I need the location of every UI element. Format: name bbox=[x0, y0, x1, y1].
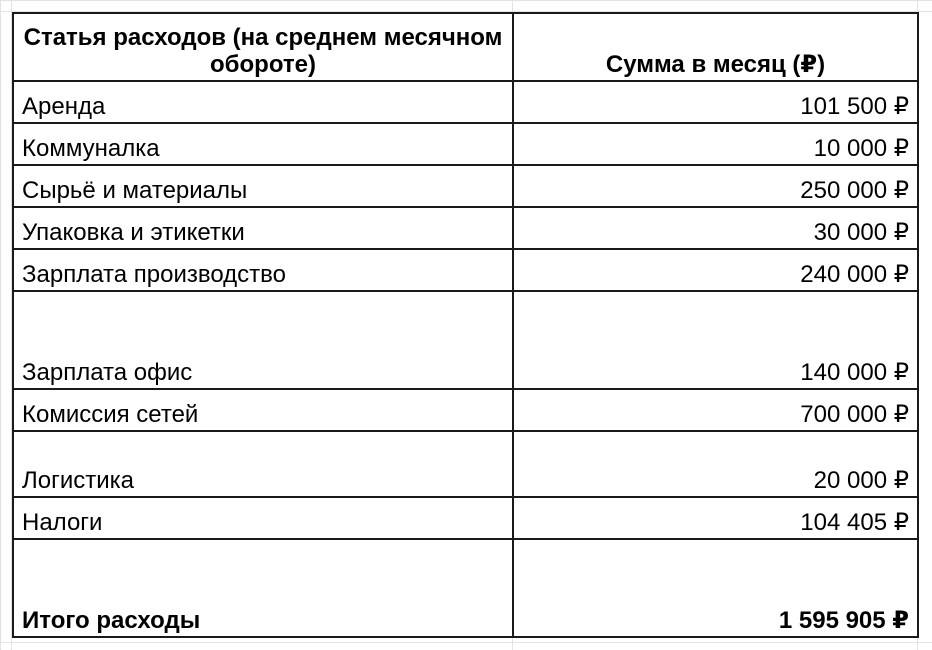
label-cell[interactable]: Логистика bbox=[13, 431, 513, 497]
header-row bbox=[13, 13, 918, 81]
table-row bbox=[13, 249, 918, 291]
total-row bbox=[13, 539, 918, 637]
amount-cell[interactable]: 101 500 ₽ bbox=[513, 81, 918, 123]
header-amount-cell[interactable]: Сумма в месяц (₽) bbox=[513, 13, 918, 81]
amount-cell[interactable]: 20 000 ₽ bbox=[513, 431, 918, 497]
table-row bbox=[13, 291, 918, 389]
amount-cell[interactable]: 30 000 ₽ bbox=[513, 207, 918, 249]
table-row bbox=[13, 431, 918, 497]
label-cell[interactable]: Зарплата офис bbox=[13, 291, 513, 389]
table-row bbox=[13, 389, 918, 431]
total-amount-cell[interactable]: 1 595 905 ₽ bbox=[513, 539, 918, 637]
label-cell[interactable]: Аренда bbox=[13, 81, 513, 123]
amount-cell[interactable]: 140 000 ₽ bbox=[513, 291, 918, 389]
table-row bbox=[13, 165, 918, 207]
amount-cell[interactable]: 700 000 ₽ bbox=[513, 389, 918, 431]
amount-cell[interactable]: 240 000 ₽ bbox=[513, 249, 918, 291]
table-row bbox=[13, 81, 918, 123]
table-row bbox=[13, 123, 918, 165]
amount-cell[interactable]: 10 000 ₽ bbox=[513, 123, 918, 165]
label-cell[interactable]: Зарплата производство bbox=[13, 249, 513, 291]
label-cell[interactable]: Упаковка и этикетки bbox=[13, 207, 513, 249]
label-cell[interactable]: Налоги bbox=[13, 497, 513, 539]
amount-cell[interactable]: 250 000 ₽ bbox=[513, 165, 918, 207]
expenses-table bbox=[12, 12, 919, 638]
label-cell[interactable]: Комиссия сетей bbox=[13, 389, 513, 431]
table-row bbox=[13, 497, 918, 539]
header-item-cell[interactable]: Статья расходов (на среднем месячном обороте) bbox=[13, 13, 513, 81]
total-label-cell[interactable]: Итого расходы bbox=[13, 539, 513, 637]
table-row bbox=[13, 207, 918, 249]
amount-cell[interactable]: 104 405 ₽ bbox=[513, 497, 918, 539]
label-cell[interactable]: Коммуналка bbox=[13, 123, 513, 165]
label-cell[interactable]: Сырьё и материалы bbox=[13, 165, 513, 207]
